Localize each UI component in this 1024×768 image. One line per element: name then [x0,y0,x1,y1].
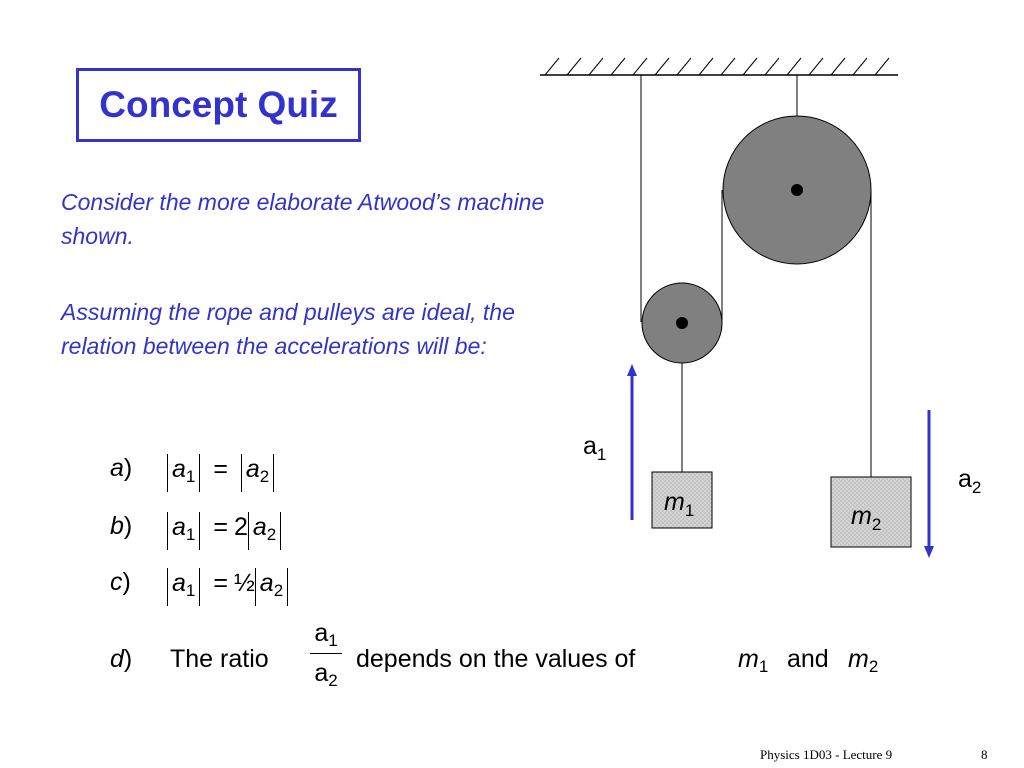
hatch-line [721,58,735,75]
hatch-line [545,58,559,75]
ceiling [540,58,898,75]
option-d-label: d) [110,645,133,673]
hatch-line [633,58,647,75]
hatch-line [743,58,757,75]
hatch-line [875,58,889,75]
hatch-line [765,58,779,75]
hatch-line [853,58,867,75]
slide-title: Concept Quiz [99,84,338,125]
fraction-numerator: $a_1$ [314,619,338,650]
hatch-line [699,58,713,75]
footer-page-number: 8 [981,747,988,762]
option-d-m1: $m_1$ [738,645,769,676]
fraction-denominator: $a_2$ [314,659,338,690]
accel-arrow-a1 [627,364,637,520]
large-pulley-axle [791,184,803,196]
accel-a2-label: $a_2$ [958,465,982,497]
hatch-line [611,58,625,75]
large-pulley [723,116,871,264]
option-d-m2: $m_2$ [848,645,879,676]
option-d-middle: depends on the values of [356,645,636,673]
option-a-expression: $a_1 = a_2$ [167,454,274,492]
small-pulley-axle [676,317,688,329]
accel-arrow-a2 [924,410,934,558]
hatch-line [809,58,823,75]
mass-m2-label: $m_2$ [851,502,882,534]
option-d-joiner: and [787,645,829,673]
ceiling-hatching [545,58,889,75]
hatch-line [567,58,581,75]
question-text: Assuming the rope and pulleys are ideal, the relation between the accelerations will be: [61,299,515,359]
footer-course: Physics 1D03 - Lecture 9 [760,747,893,762]
option-a-label: a) [110,454,133,482]
hatch-line [589,58,603,75]
hatch-line [655,58,669,75]
accel-a1-label: $a_1$ [583,432,607,464]
option-c-label: c) [110,568,131,596]
mass-m2 [831,477,911,547]
small-pulley [642,283,722,363]
hatch-line [831,58,845,75]
option-b-expression: $a_1 = 2$ $a_2$ [167,512,281,550]
mass-m1-label: $m_1$ [664,488,695,520]
hatch-line [787,58,801,75]
option-d-prefix: The ratio [170,645,269,673]
hatch-line [677,58,691,75]
option-b-label: b) [110,512,133,540]
mass-m1 [652,472,712,528]
intro-text: Consider the more elaborate Atwood’s machine shown. [61,189,545,249]
option-c-expression: $a_1$ = ½ $a_2$ [167,568,288,606]
